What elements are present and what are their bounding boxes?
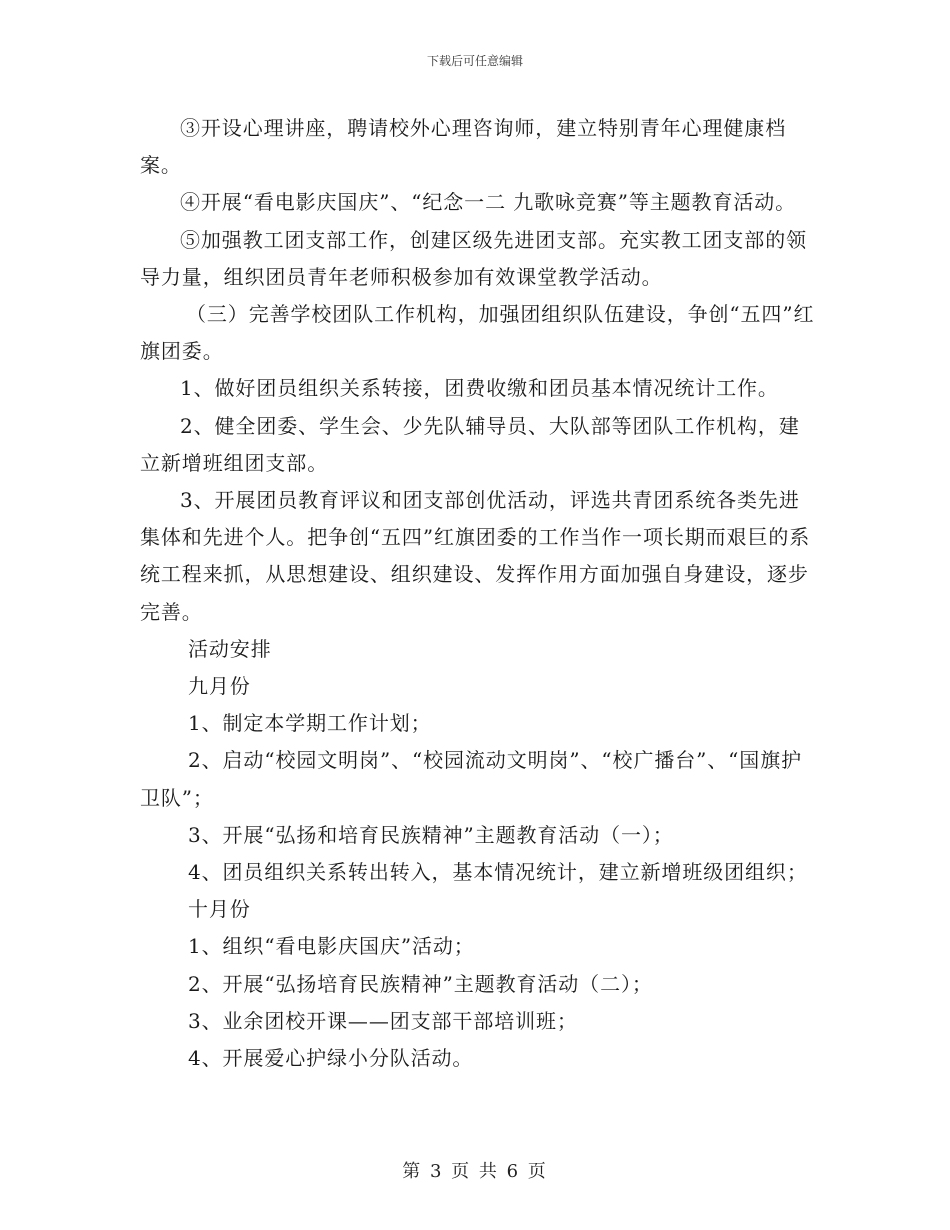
october-item-4: 4、开展爱心护绿小分队活动。 bbox=[188, 1046, 474, 1071]
paragraph-point-2: 2、健全团委、学生会、少先队辅导员、大队部等团队工作机构，建立新增班组团支部。 bbox=[140, 413, 800, 475]
september-item-3: 3、开展“弘扬和培育民族精神”主题教育活动（一）； bbox=[188, 822, 674, 847]
paragraph-point-1: 1、做好团员组织关系转接，团费收缴和团员基本情况统计工作。 bbox=[180, 376, 779, 401]
october-item-3: 3、业余团校开课——团支部干部培训班； bbox=[188, 1008, 578, 1033]
paragraph-point-3: 3、开展团员教育评议和团支部创优活动，评选共青团系统各类先进集体和先进个人。把争创“五四”红旗团委的工作当作一项长期而艰巨的系统工程来抓，从思想建设、组织建设、发挥作用方面加强自身建设，逐步完善。 bbox=[140, 488, 811, 624]
paragraph-item-3: ③开设心理讲座，聘请校外心理咨询师，建立特别青年心理健康档案。 bbox=[140, 116, 787, 178]
paragraph-item-5: ⑤加强教工团支部工作，创建区级先进团支部。充实教工团支部的领导力量，组织团员青年老师积极参加有效课堂教学活动。 bbox=[140, 227, 807, 289]
paragraph-item-4: ④开展“看电影庆国庆”、“纪念一二 九歌咏竞赛”等主题教育活动。 bbox=[180, 190, 797, 215]
october-item-2: 2、开展“弘扬培育民族精神”主题教育活动（二）； bbox=[188, 971, 653, 996]
page-footer: 第 3 页 共 6 页 bbox=[402, 1161, 548, 1182]
october-item-1: 1、组织“看电影庆国庆”活动； bbox=[188, 934, 475, 959]
month-heading-october: 十月份 bbox=[188, 897, 251, 922]
section-heading-3: （三）完善学校团队工作机构，加强团组织队伍建设，争创“五四”红旗团委。 bbox=[140, 302, 815, 364]
september-item-4: 4、团员组织关系转出转入，基本情况统计，建立新增班级团组织； bbox=[188, 860, 808, 885]
page-header: 下载后可任意编辑 bbox=[426, 54, 523, 68]
document-body bbox=[140, 110, 820, 1077]
september-item-1: 1、制定本学期工作计划； bbox=[188, 711, 432, 736]
activity-heading: 活动安排 bbox=[188, 636, 272, 661]
month-heading-september: 九月份 bbox=[188, 674, 251, 699]
september-item-2: 2、启动“校园文明岗”、“校园流动文明岗”、“校广播台”、“国旗护卫队”； bbox=[140, 748, 802, 810]
